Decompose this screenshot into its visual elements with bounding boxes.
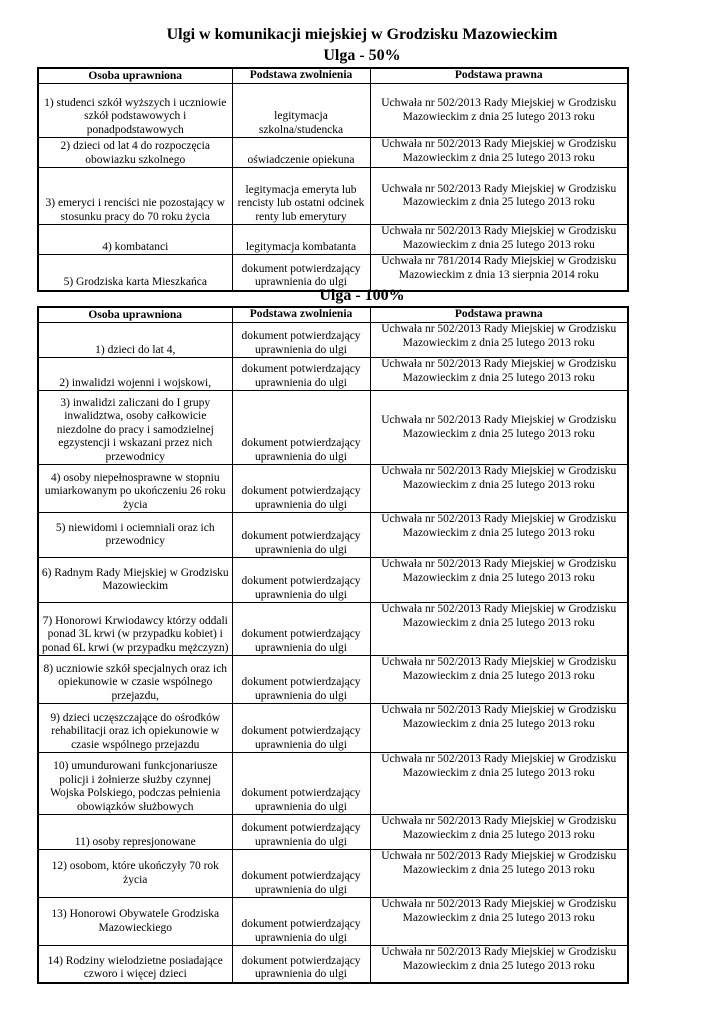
table-header-row — [38, 68, 628, 84]
cell-osoba: 1) dzieci do lat 4, — [38, 323, 232, 358]
table-row — [38, 513, 628, 558]
table-row — [38, 323, 628, 358]
discount-50-table — [37, 67, 629, 292]
cell-osoba: 4) kombatanci — [38, 225, 232, 255]
cell-zwolnienie: dokument potwierdzający uprawnienia do ulgi — [232, 850, 370, 898]
cell-zwolnienie: dokument potwierdzający uprawnienia do ulgi — [232, 815, 370, 850]
header-osoba: Osoba uprawniona — [38, 68, 232, 84]
cell-prawna: Uchwała nr 502/2013 Rady Miejskiej w Grodzisku Mazowieckim z dnia 25 lutego 2013 roku — [370, 84, 628, 138]
cell-prawna: Uchwała nr 502/2013 Rady Miejskiej w Grodzisku Mazowieckim z dnia 25 lutego 2013 roku — [370, 898, 628, 946]
cell-osoba: 1) studenci szkół wyższych i uczniowie szkół podstawowych i ponadpodstawowych — [38, 84, 232, 138]
table-row — [38, 850, 628, 898]
cell-zwolnienie: dokument potwierdzający uprawnienia do ulgi — [232, 255, 370, 291]
table-row — [38, 946, 628, 983]
table-row — [38, 358, 628, 391]
cell-osoba: 5) Grodziska karta Mieszkańca — [38, 255, 232, 291]
document-title: Ulgi w komunikacji miejskiej w Grodzisku Mazowieckim — [166, 26, 558, 43]
cell-prawna: Uchwała nr 502/2013 Rady Miejskiej w Grodzisku Mazowieckim z dnia 25 lutego 2013 roku — [370, 391, 628, 465]
header-osoba: Osoba uprawniona — [38, 307, 232, 323]
table-row — [38, 815, 628, 850]
header-podstawa-prawna: Podstawa prawna — [370, 68, 628, 84]
cell-zwolnienie: dokument potwierdzający uprawnienia do ulgi — [232, 603, 370, 656]
cell-zwolnienie: dokument potwierdzający uprawnienia do ulgi — [232, 898, 370, 946]
table-row — [38, 704, 628, 753]
cell-zwolnienie: dokument potwierdzający uprawnienia do ulgi — [232, 558, 370, 603]
cell-prawna: Uchwała nr 781/2014 Rady Miejskiej w Grodzisku Mazowieckim z dnia 13 sierpnia 2014 roku — [370, 255, 628, 291]
cell-prawna: Uchwała nr 502/2013 Rady Miejskiej w Grodzisku Mazowieckim z dnia 25 lutego 2013 roku — [370, 753, 628, 815]
section-title-100: Ulga - 100% — [319, 287, 405, 304]
cell-osoba: 14) Rodziny wielodzietne posiadające czworo i więcej dzieci — [38, 946, 232, 983]
cell-osoba: 4) osoby niepełnosprawne w stopniu umiarkowanym po ukończeniu 26 roku życia — [38, 465, 232, 513]
cell-osoba: 13) Honorowi Obywatele Grodziska Mazowieckiego — [38, 898, 232, 946]
cell-osoba: 7) Honorowi Krwiodawcy którzy oddali ponad 3L krwi (w przypadku kobiet) i ponad 6L krwi (w przypadku mężczyzn) — [38, 603, 232, 656]
cell-zwolnienie: legitymacja emeryta lub rencisty lub ostatni odcinek renty lub emerytury — [232, 168, 370, 225]
table-row — [38, 168, 628, 225]
cell-prawna: Uchwała nr 502/2013 Rady Miejskiej w Grodzisku Mazowieckim z dnia 25 lutego 2013 roku — [370, 323, 628, 358]
cell-zwolnienie: dokument potwierdzający uprawnienia do ulgi — [232, 391, 370, 465]
cell-osoba: 12) osobom, które ukończyły 70 rok życia — [38, 850, 232, 898]
cell-prawna: Uchwała nr 502/2013 Rady Miejskiej w Grodzisku Mazowieckim z dnia 25 lutego 2013 roku — [370, 225, 628, 255]
table-row — [38, 391, 628, 465]
table-row — [38, 465, 628, 513]
cell-zwolnienie: dokument potwierdzający uprawnienia do ulgi — [232, 704, 370, 753]
header-podstawa-zwolnienia: Podstawa zwolnienia — [232, 68, 370, 84]
cell-zwolnienie: legitymacja szkolna/studencka — [232, 84, 370, 138]
header-podstawa-zwolnienia: Podstawa zwolnienia — [232, 307, 370, 323]
table-row — [38, 84, 628, 138]
cell-prawna: Uchwała nr 502/2013 Rady Miejskiej w Grodzisku Mazowieckim z dnia 25 lutego 2013 roku — [370, 850, 628, 898]
cell-osoba: 2) inwalidzi wojenni i wojskowi, — [38, 358, 232, 391]
section-title-50: Ulga - 50% — [323, 47, 401, 64]
cell-zwolnienie: dokument potwierdzający uprawnienia do ulgi — [232, 465, 370, 513]
cell-zwolnienie: dokument potwierdzający uprawnienia do ulgi — [232, 946, 370, 983]
cell-prawna: Uchwała nr 502/2013 Rady Miejskiej w Grodzisku Mazowieckim z dnia 25 lutego 2013 roku — [370, 465, 628, 513]
cell-prawna: Uchwała nr 502/2013 Rady Miejskiej w Grodzisku Mazowieckim z dnia 25 lutego 2013 roku — [370, 603, 628, 656]
cell-zwolnienie: oświadczenie opiekuna — [232, 138, 370, 168]
cell-prawna: Uchwała nr 502/2013 Rady Miejskiej w Grodzisku Mazowieckim z dnia 25 lutego 2013 roku — [370, 656, 628, 704]
cell-prawna: Uchwała nr 502/2013 Rady Miejskiej w Grodzisku Mazowieckim z dnia 25 lutego 2013 roku — [370, 946, 628, 983]
cell-osoba: 9) dzieci uczęszczające do ośrodków rehabilitacji oraz ich opiekunowie w czasie wspólnego przejazdu — [38, 704, 232, 753]
table-header-row — [38, 307, 628, 323]
cell-osoba: 3) emeryci i renciści nie pozostający w stosunku pracy do 70 roku życia — [38, 168, 232, 225]
cell-osoba: 6) Radnym Rady Miejskiej w Grodzisku Mazowieckim — [38, 558, 232, 603]
table-row — [38, 753, 628, 815]
cell-prawna: Uchwała nr 502/2013 Rady Miejskiej w Grodzisku Mazowieckim z dnia 25 lutego 2013 roku — [370, 558, 628, 603]
table-row — [38, 558, 628, 603]
cell-osoba: 3) inwalidzi zaliczani do I grupy inwalidztwa, osoby całkowicie niezdolne do pracy i samodzielnej egzystencji i wskazani przez nich przewodnicy — [38, 391, 232, 465]
cell-prawna: Uchwała nr 502/2013 Rady Miejskiej w Grodzisku Mazowieckim z dnia 25 lutego 2013 roku — [370, 815, 628, 850]
cell-zwolnienie: dokument potwierdzający uprawnienia do ulgi — [232, 323, 370, 358]
cell-zwolnienie: dokument potwierdzający uprawnienia do ulgi — [232, 513, 370, 558]
cell-osoba: 8) uczniowie szkół specjalnych oraz ich opiekunowie w czasie wspólnego przejazdu, — [38, 656, 232, 704]
cell-prawna: Uchwała nr 502/2013 Rady Miejskiej w Grodzisku Mazowieckim z dnia 25 lutego 2013 roku — [370, 704, 628, 753]
cell-osoba: 2) dzieci od lat 4 do rozpoczęcia obowiazku szkolnego — [38, 138, 232, 168]
cell-zwolnienie: dokument potwierdzający uprawnienia do ulgi — [232, 358, 370, 391]
cell-osoba: 10) umundurowani funkcjonariusze policji i żołnierze służby czynnej Wojska Polskiego, podczas pełnienia obowiązków służbowych — [38, 753, 232, 815]
table-row — [38, 225, 628, 255]
cell-zwolnienie: dokument potwierdzający uprawnienia do ulgi — [232, 753, 370, 815]
table-row — [38, 138, 628, 168]
header-podstawa-prawna: Podstawa prawna — [370, 307, 628, 323]
table-row — [38, 656, 628, 704]
cell-prawna: Uchwała nr 502/2013 Rady Miejskiej w Grodzisku Mazowieckim z dnia 25 lutego 2013 roku — [370, 358, 628, 391]
cell-zwolnienie: dokument potwierdzający uprawnienia do ulgi — [232, 656, 370, 704]
cell-osoba: 5) niewidomi i ociemniali oraz ich przewodnicy — [38, 513, 232, 558]
table-row — [38, 898, 628, 946]
table-row — [38, 603, 628, 656]
cell-zwolnienie: legitymacja kombatanta — [232, 225, 370, 255]
discount-100-table — [37, 306, 629, 984]
cell-prawna: Uchwała nr 502/2013 Rady Miejskiej w Grodzisku Mazowieckim z dnia 25 lutego 2013 roku — [370, 138, 628, 168]
cell-osoba: 11) osoby represjonowane — [38, 815, 232, 850]
cell-prawna: Uchwała nr 502/2013 Rady Miejskiej w Grodzisku Mazowieckim z dnia 25 lutego 2013 roku — [370, 513, 628, 558]
cell-prawna: Uchwała nr 502/2013 Rady Miejskiej w Grodzisku Mazowieckim z dnia 25 lutego 2013 roku — [370, 168, 628, 225]
